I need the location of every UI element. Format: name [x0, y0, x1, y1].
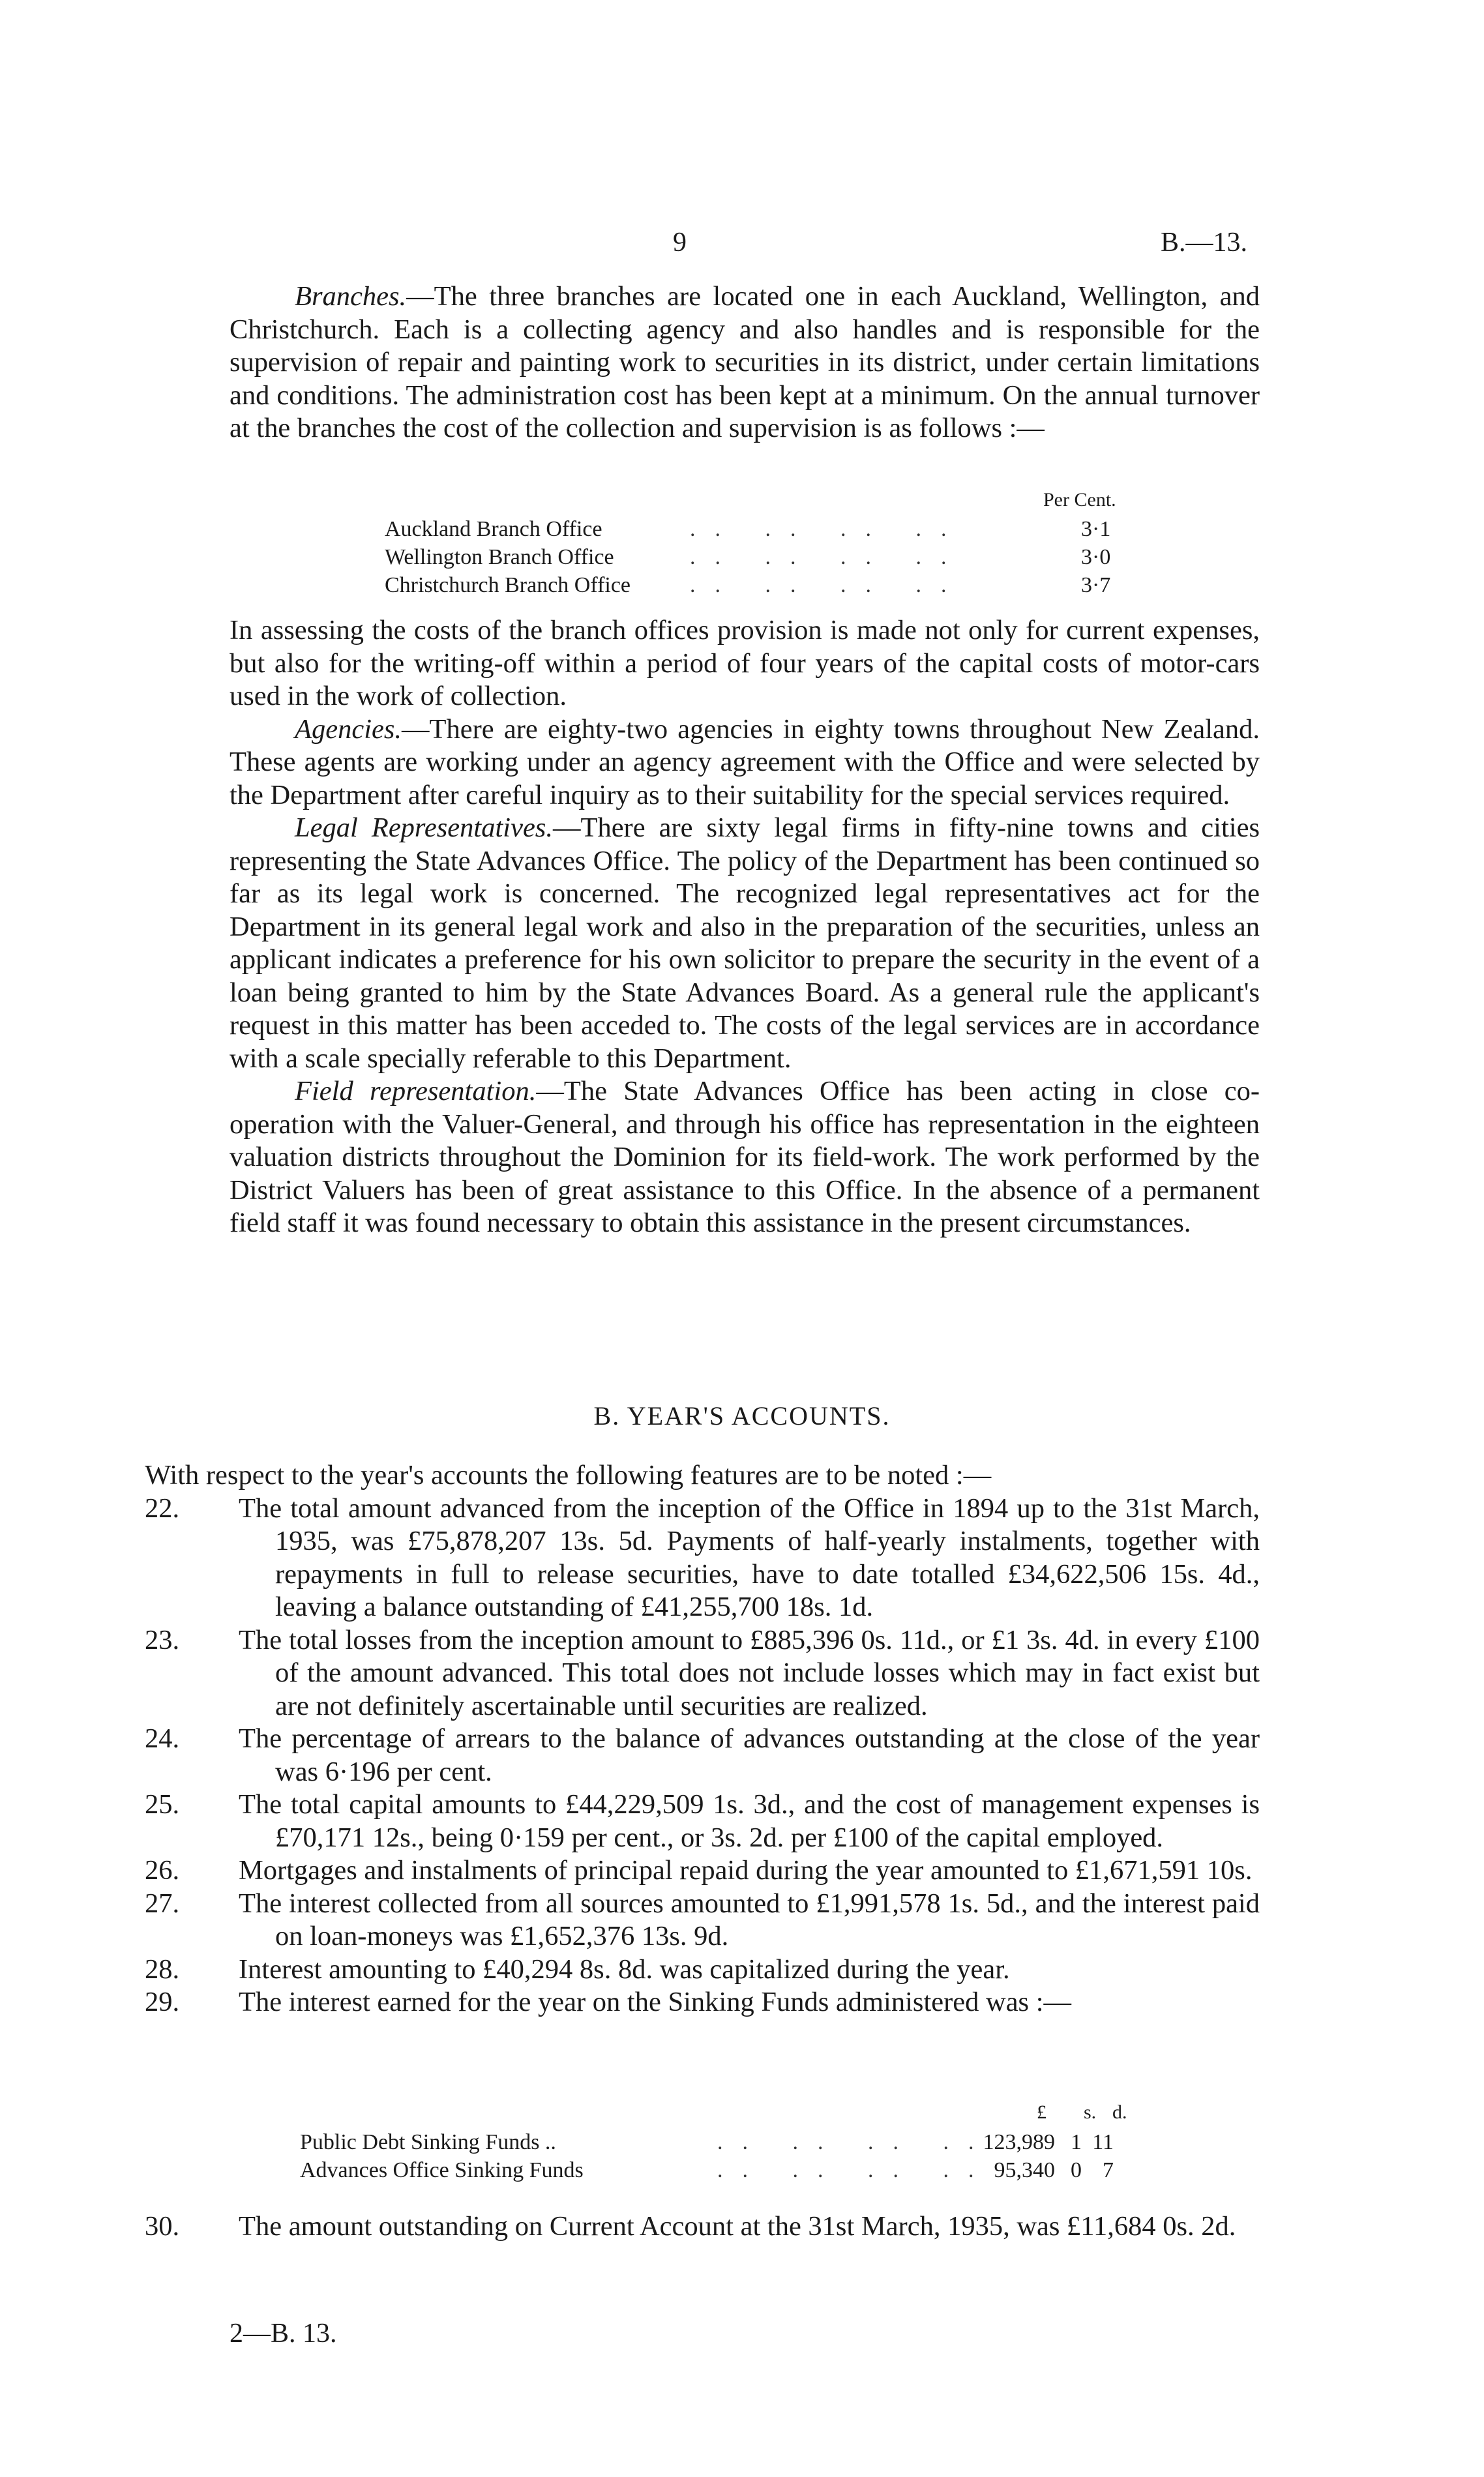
legal-heading: Legal Representatives.: [295, 812, 553, 843]
fund-pence: 7: [1103, 2158, 1114, 2182]
list-item: [145, 1723, 1260, 1788]
field-text: —The State Advances Office has been acting in close co-operation with the Valuer-General, and through his office has representation in the eighteen valuation districts throughout the Dominion for its field-work. The work performed by the District Valuers has been of great assistance to this Office. In the absence of a permanent field staff it was found necessary to obtain this assistance in the present circumstances.: [230, 1076, 1260, 1238]
item-text: The interest collected from all sources amounted to £1,991,578 1s. 5d., and the interest paid on loan-moneys was £1,652,376 13s. 9d.: [239, 1888, 1260, 1951]
item-text: The total capital amounts to £44,229,509 1s. 3d., and the cost of management expenses is £70,171 12s., being 0·159 per cent., or 3s. 2d. per £100 of the capital employed.: [239, 1789, 1260, 1853]
list-item: [145, 1788, 1260, 1854]
sinking-fund-row-advances-office: [300, 2156, 1148, 2185]
branch-percent: 3·0: [1081, 545, 1111, 569]
branch-percent: 3·7: [1081, 573, 1111, 597]
item-text: Mortgages and instalments of principal repaid during the year amounted to £1,671,591 10s.: [239, 1855, 1253, 1886]
item-text: Interest amounting to £40,294 8s. 8d. was capitalized during the year.: [239, 1953, 1010, 1985]
branch-percent: 3·1: [1081, 517, 1111, 541]
leader-dots: .. .. .. ..: [717, 2158, 994, 2182]
item-text: The amount outstanding on Current Account at the 31st March, 1935, was £11,684 0s. 2d.: [239, 2211, 1236, 2242]
item-number: 30.: [145, 2211, 180, 2242]
accounts-list: [145, 1459, 1260, 2019]
list-item: [145, 1986, 1260, 2019]
leader-dots: .. .. .. ..: [690, 517, 966, 541]
item-text: The total amount advanced from the inception of the Office in 1894 up to the 31st March, 1935, was £75,878,207 13s. 5d. Payments of half-yearly instalments, together with repayments in full to release securities, have to date totalled £34,622,506 15s. 4d., leaving a balance outstanding of £41,255,700 18s. 1d.: [239, 1492, 1260, 1622]
sinking-fund-row-public-debt: [300, 2128, 1148, 2157]
fund-name: Advances Office Sinking Funds: [300, 2158, 584, 2182]
item-number: 28.: [145, 1953, 180, 1985]
document-reference: B.—13.: [1161, 228, 1248, 258]
fund-shillings: 1: [1071, 2130, 1082, 2154]
item-text: The percentage of arrears to the balance of advances outstanding at the close of the year was 6·196 per cent.: [239, 1723, 1260, 1787]
field-paragraph: [230, 1075, 1260, 1240]
item-number: 29.: [145, 1987, 180, 2017]
agencies-paragraph: [230, 713, 1260, 812]
item-number: 22.: [145, 1492, 180, 1524]
item-text: The total losses from the inception amount to £885,396 0s. 11d., or £1 3s. 4d. in every £100 of the amount advanced. This total does not include losses which may in fact exist but are not definitely ascertainable until securities are realized.: [239, 1624, 1260, 1721]
leader-dots: .. .. .. ..: [717, 2130, 994, 2154]
branch-row-auckland: [385, 515, 1167, 544]
item-number: 24.: [145, 1723, 180, 1754]
branch-row-wellington: [385, 543, 1167, 572]
branches-paragraph: [230, 280, 1260, 445]
col-shillings-header: s.: [1084, 2101, 1097, 2123]
page-number: 9: [673, 228, 687, 258]
assessing-paragraph: In assessing the costs of the branch offices provision is made not only for current expenses, but also for the writing-off within a period of four years of the capital costs of motor-cars used in the work of collection.: [230, 615, 1260, 711]
legal-paragraph: [230, 812, 1260, 1075]
branch-office-name: Christchurch Branch Office: [385, 573, 631, 597]
legal-text: —There are sixty legal firms in fifty-nine towns and cities representing the State Advances Office. The policy of the Department has been continued so far as its legal work is concerned. The recognized legal representatives act for the Department in its general legal work and also in the preparation of the securities, unless an applicant indicates a preference for his own solicitor to prepare the security in the event of a loan being granted to him by the State Advances Board. As a general rule the applicant's request in this matter has been acceded to. The costs of the legal services are in accordance with a scale specially referable to this Department.: [230, 812, 1260, 1074]
fund-shillings: 0: [1071, 2158, 1082, 2182]
col-pence-header: d.: [1112, 2101, 1127, 2123]
fund-pence: 11: [1092, 2130, 1114, 2154]
section-heading: B. YEAR'S ACCOUNTS.: [593, 1401, 891, 1431]
fund-pounds: 123,989: [983, 2130, 1055, 2154]
branch-row-christchurch: [385, 571, 1167, 600]
leader-dots: .. .. .. ..: [690, 573, 966, 597]
branches-text: —The three branches are located one in each Auckland, Wellington, and Christchurch. Each is a collecting agency and also handles and is responsible for the supervision of repair and painting work to securities in its district, under certain limitations and conditions. The administration cost has been kept at a minimum. On the annual turnover at the branches the cost of the collection and supervision is as follows :—: [230, 281, 1260, 443]
branches-heading: Branches.: [295, 281, 407, 312]
item-number: 25.: [145, 1789, 180, 1820]
list-item: [145, 1953, 1260, 1987]
fund-pounds: 95,340: [994, 2158, 1055, 2182]
fund-name: Public Debt Sinking Funds ..: [300, 2130, 556, 2154]
leader-dots: .. .. .. ..: [690, 545, 966, 569]
item-number: 27.: [145, 1888, 180, 1919]
item-number: 23.: [145, 1624, 180, 1655]
list-item: [145, 1492, 1260, 1624]
list-item: [145, 1624, 1260, 1723]
section-intro: With respect to the year's accounts the following features are to be noted :—: [145, 1460, 992, 1491]
item-number: 26.: [145, 1855, 180, 1886]
per-cent-column-header: Per Cent.: [1043, 489, 1116, 511]
list-item: [145, 1888, 1260, 1953]
footer-reference: 2—B. 13.: [230, 2319, 337, 2349]
col-pounds-header: £: [1037, 2101, 1046, 2123]
list-item: [145, 1854, 1260, 1888]
field-heading: Field representation.: [295, 1076, 537, 1106]
list-item: [145, 2210, 1260, 2244]
branch-office-name: Wellington Branch Office: [385, 545, 614, 569]
branch-office-name: Auckland Branch Office: [385, 517, 602, 541]
agencies-heading: Agencies.: [295, 713, 402, 745]
accounts-list-continued: [145, 2210, 1260, 2244]
body-paragraphs: [230, 614, 1260, 1240]
item-text: The interest earned for the year on the Sinking Funds administered was :—: [239, 1987, 1072, 2017]
agencies-text: —There are eighty-two agencies in eighty towns throughout New Zealand. These agents are working under an agency agreement with the Office and were selected by the Department after careful inquiry as to their suitability for the special services required.: [230, 713, 1260, 810]
